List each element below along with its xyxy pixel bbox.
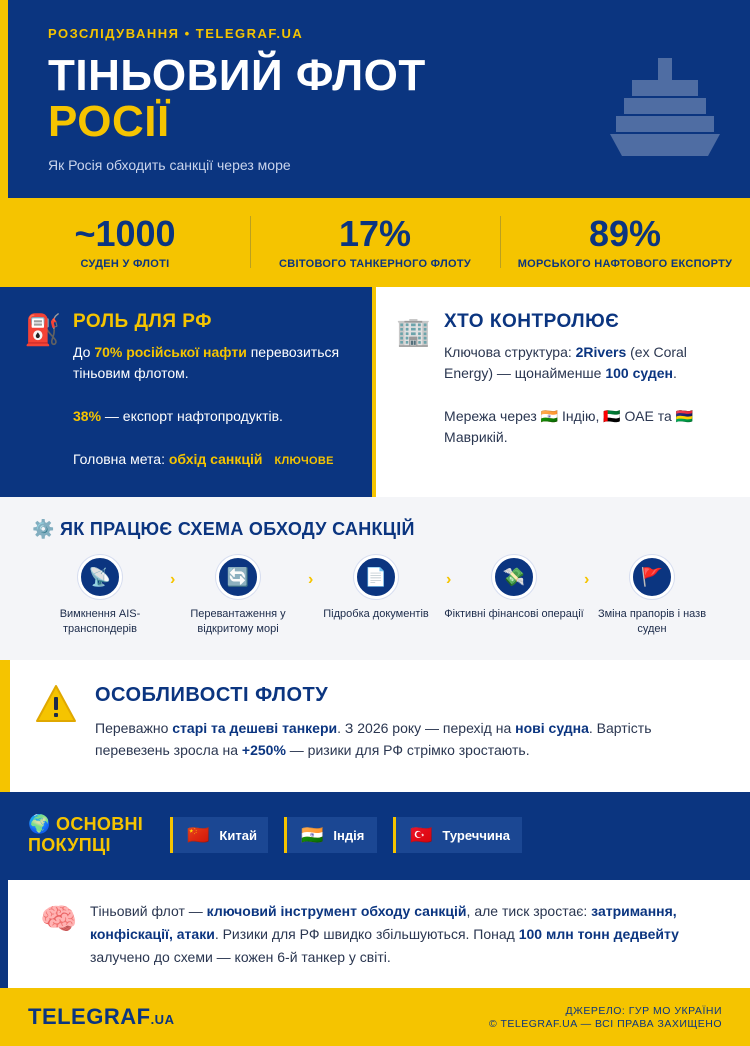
transfer-icon: 🔄 [216,555,260,599]
stat-label: МОРСЬКОГО НАФТОВОГО ЕКСПОРТУ [517,258,733,270]
role-text-3 [73,449,352,472]
office-building-icon: 🏢 [396,316,431,347]
stat-value: 17% [338,213,412,254]
telegraf-logo [28,1004,174,1030]
step-label: Підробка документів [323,608,429,620]
stat-oil-export [500,198,750,287]
buyer-name: Туреччина [442,827,510,843]
stat-value: ~1000 [74,213,176,254]
step-label: Перевантаження у відкритому морі [190,608,286,635]
role-panel [0,287,372,497]
scheme-title: ⚙️ ЯК ПРАЦЮЄ СХЕМА ОБХОДУ САНКЦІЙ [32,519,415,539]
highlight: 100 млн тонн дедвейту [518,926,679,942]
text: Мережа через [444,408,541,424]
scheme-section [0,497,750,660]
kicker: РОЗСЛІДУВАННЯ • TELEGRAF.UA [48,26,304,41]
mauritius-flag-icon: 🇲🇺 [675,408,694,424]
text: . Ризики для РФ швидко збільшуються. Понад [214,926,519,942]
scheme-step [30,555,170,637]
key-tag: КЛЮЧОВЕ [274,455,334,467]
highlight: 100 суден [605,365,673,381]
scheme-step [444,555,584,622]
role-title: РОЛЬ ДЛЯ РФ [73,311,212,332]
features-title: ОСОБЛИВОСТІ ФЛОТУ [95,684,329,706]
text: Тіньовий флот — [90,903,207,919]
turkey-flag-icon: 🇹🇷 [410,824,433,845]
scheme-step [168,555,308,637]
fuel-pump-icon: ⛽ [24,314,62,347]
source-text: ДЖЕРЕЛО: ГУР МО УКРАЇНИ [565,1005,722,1017]
ship-icon [610,58,720,158]
page-title: ТІНЬОВИЙ ФЛОТ [48,51,426,100]
page-title-accent: РОСІЇ [48,97,170,146]
buyers-title [28,814,143,856]
stat-value: 89% [588,213,662,254]
text: ОАЕ та [620,408,676,424]
buyers-section [0,792,750,880]
features-text [95,717,720,761]
logo-suffix: .UA [150,1012,175,1027]
role-text-2 [73,406,352,427]
highlight: обхід санкцій [168,451,263,467]
highlight: +250% [241,742,286,758]
highlight: старі та дешеві танкери [172,720,338,736]
step-label: Фіктивні фінансові операції [444,608,584,620]
conclusion-panel [0,880,750,988]
highlight: нові судна [515,720,589,736]
stat-fleet [0,198,250,287]
india-flag-icon: 🇮🇳 [540,408,559,424]
china-flag-icon: 🇨🇳 [187,824,210,845]
satellite-dish-icon: 📡 [78,555,122,599]
stat-label: СВІТОВОГО ТАНКЕРНОГО ФЛОТУ [279,258,471,270]
control-panel [376,287,750,497]
flag-icon: 🚩 [630,555,674,599]
text: перевозиться тіньовим флотом. [73,344,340,381]
buyer-turkey [393,817,522,853]
buyer-name: Індія [333,827,365,843]
step-label: Зміна прапорів і назв суден [597,608,707,635]
brain-icon: 🧠 [40,903,78,936]
page-subtitle: Як Росія обходить санкції через море [48,157,291,173]
buyer-india [284,817,377,853]
arrow-right-icon: › [446,571,452,588]
stat-label: СУДЕН У ФЛОТІ [80,258,170,270]
control-text-1 [444,342,726,384]
footer [0,988,750,1046]
scheme-step [306,555,446,622]
text: . [672,365,677,381]
warning-icon [35,684,77,724]
buyer-name: Китай [219,827,257,843]
arrow-right-icon: › [170,571,176,588]
highlight: 70% російської нафти [94,344,247,360]
text: — ризики для РФ стрімко зростають. [285,742,530,758]
step-label: Вимкнення AIS-транспондерів [59,608,141,635]
highlight: ключовий інструмент обходу санкцій [206,903,467,919]
highlight: 2Rivers [575,344,627,360]
text: , але тиск зростає: [466,903,592,919]
header-banner [0,0,750,198]
scheme-steps [30,555,730,655]
title-line: 🌍 ОСНОВНІ [28,814,144,834]
text: — експорт нафтопродуктів. [101,408,283,424]
text: Маврикій. [444,429,508,445]
features-panel [0,660,750,792]
text: До [73,344,95,360]
text: залучено до схеми — кожен 6-й танкер у світі. [90,949,391,965]
scheme-step [582,555,722,637]
conclusion-text [90,900,710,969]
text: Головна мета: [73,451,169,467]
document-icon: 📄 [354,555,398,599]
control-text-2 [444,406,726,448]
text: . З 2026 року — перехід на [337,720,516,736]
uae-flag-icon: 🇦🇪 [603,408,621,424]
text: Переважно [95,720,173,736]
logo-main: TELEGRAF [28,1004,151,1029]
highlight: 38% [73,408,102,424]
title-line: ПОКУПЦІ [28,835,111,855]
buyer-china [170,817,268,853]
arrow-right-icon: › [308,571,314,588]
role-text-1 [73,342,352,384]
stats-bar [0,198,750,287]
text: Ключова структура: [444,344,576,360]
source-credit [489,1005,722,1031]
money-wings-icon: 💸 [492,555,536,599]
copyright-text: © TELEGRAF.UA — ВСІ ПРАВА ЗАХИЩЕНО [489,1018,722,1030]
text: . Вартість перевезень зросла на [95,720,652,758]
text: (ex Coral Energy) — щонайменше [444,344,687,381]
india-flag-icon: 🇮🇳 [301,824,324,845]
arrow-right-icon: › [584,571,590,588]
highlight: затримання, конфіскації, атаки [90,903,677,942]
stat-tanker-share [250,198,500,287]
control-title: ХТО КОНТРОЛЮЄ [444,311,620,332]
text: Індію, [558,408,604,424]
